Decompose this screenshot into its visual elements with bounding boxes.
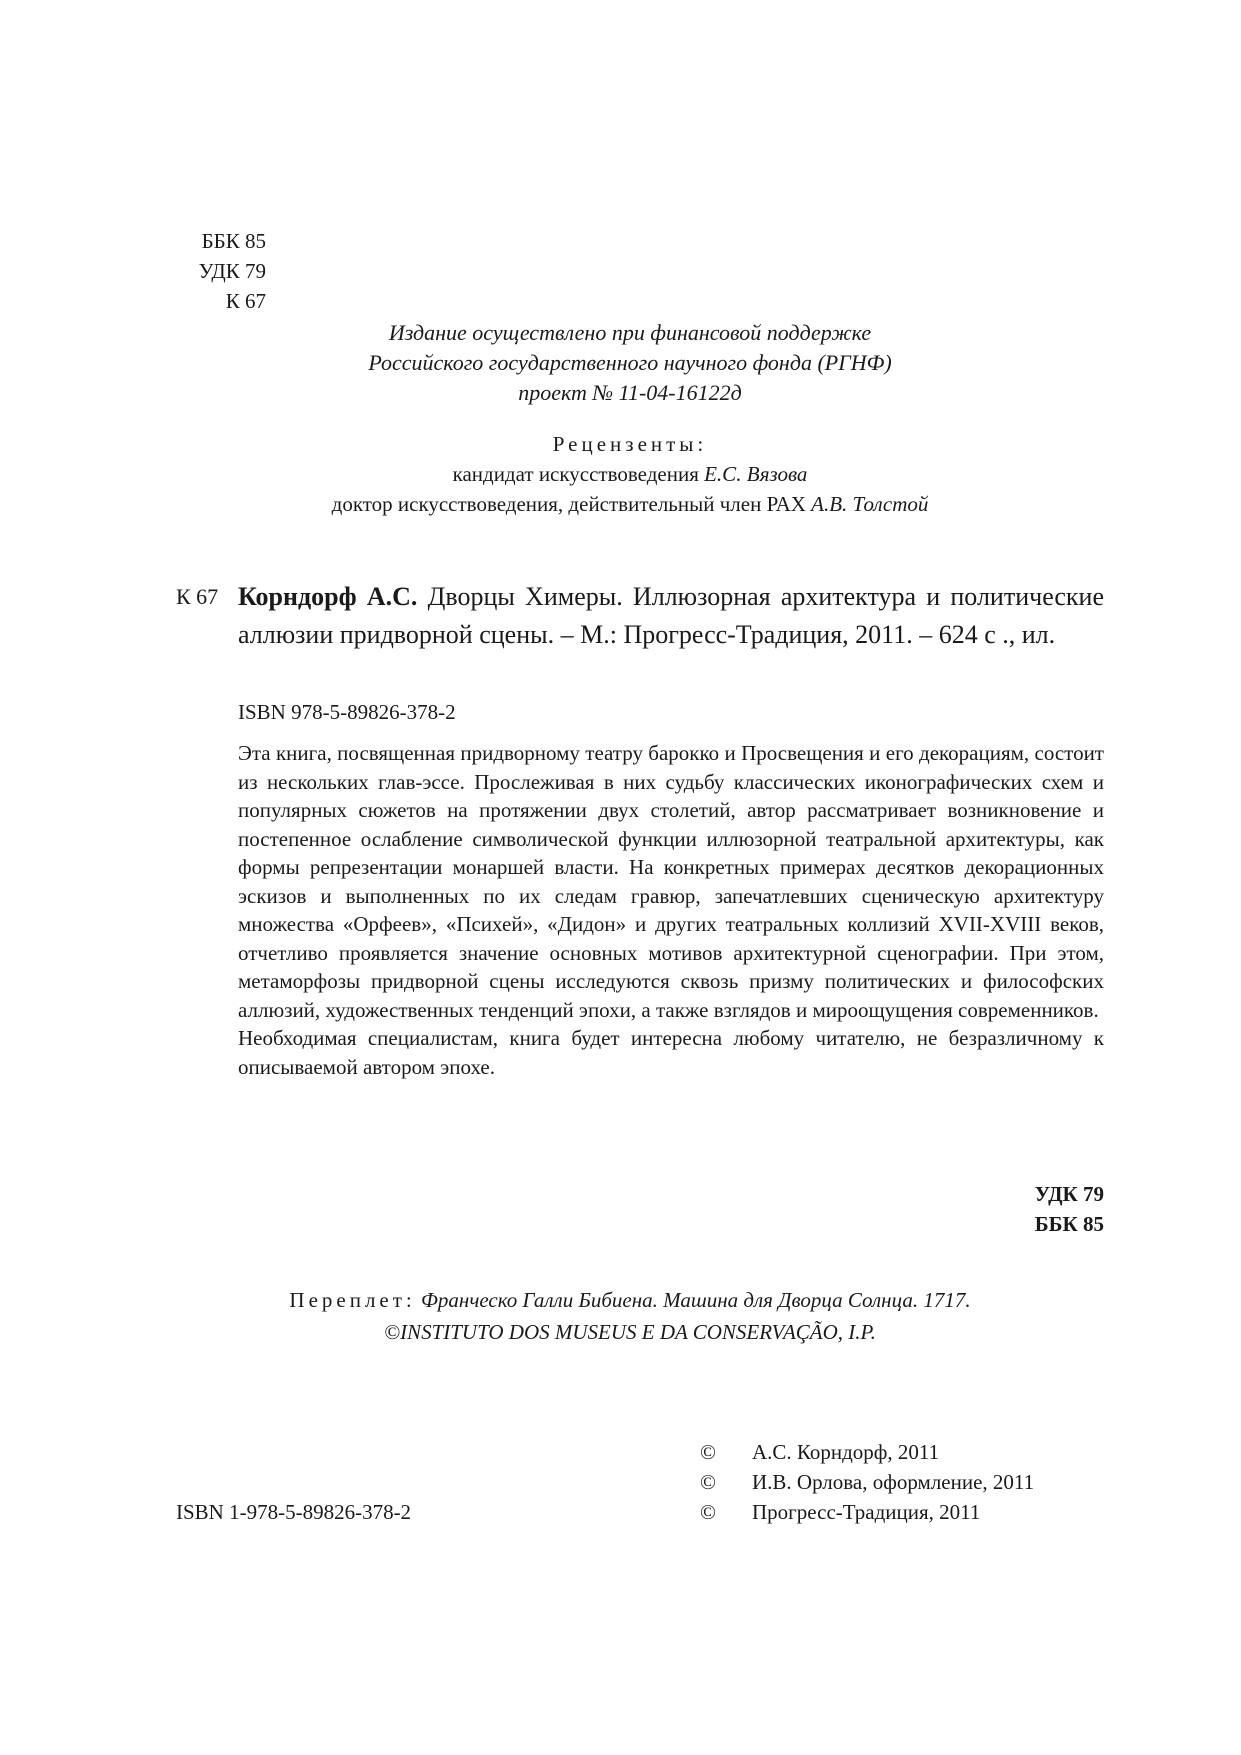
index-bbk: ББК 85 <box>1034 1212 1104 1236</box>
record-author: Корндорф А.С. <box>238 582 418 611</box>
reviewer-1-name: Е.С. Вязова <box>704 462 808 486</box>
reviewer-1 <box>230 459 1030 489</box>
record-description: Дворцы Химеры. Иллюзорная архитектура и политические аллюзии придворной сцены. – М.: Прогресс-Традиция, 2011. – 624 с ., ил. <box>238 582 1105 649</box>
reviewer-2-title: доктор искусствоведения, действительный член РАХ <box>331 492 806 516</box>
copyright-text: А.С. Корндорф, 2011 <box>752 1440 940 1464</box>
reviewer-1-title: кандидат искусствоведения <box>452 462 699 486</box>
reviewers-block <box>230 429 1030 519</box>
author-mark: К 67 <box>225 289 266 313</box>
reviewer-2-name: А.В. Толстой <box>811 492 929 516</box>
index-codes <box>900 1179 1104 1239</box>
isbn-bottom: ISBN 1-978-5-89826-378-2 <box>176 1500 412 1524</box>
funding-line-1: Издание осуществлено при финансовой поддержке <box>388 320 872 345</box>
cover-line-1 <box>180 1284 1080 1316</box>
copyright-block <box>700 1437 1120 1527</box>
abstract-block <box>238 739 1104 1081</box>
record-isbn: ISBN 978-5-89826-378-2 <box>238 700 456 724</box>
copyright-icon: © <box>700 1500 716 1524</box>
classification-block <box>176 226 266 316</box>
funding-note <box>230 318 1030 408</box>
copyright-text: Прогресс-Традиция, 2011 <box>752 1500 981 1524</box>
reviewer-2 <box>230 489 1030 519</box>
cover-credit <box>180 1284 1080 1348</box>
reviewers-heading: Рецензенты: <box>552 432 708 456</box>
udk-code: УДК 79 <box>198 259 266 283</box>
copyright-icon: © <box>700 1440 716 1464</box>
cover-credit-line: ©INSTITUTO DOS MUSEUS E DA CONSERVAÇÃO, I.P. <box>384 1320 876 1344</box>
abstract-paragraph-1: Эта книга, посвященная придворному театру барокко и Просвещения и его декорациям, состоит из нескольких глав-эссе. Прослеживая в них судьбу классических иконографических схем и популярных сюжетов на протяжении двух столетий, автор рассматривает возникновение и постепенное ослабление символической функции иллюзорной театральной архитектуры, как формы репрезентации монаршей власти. На конкретных примерах десятков декорационных эскизов и выполненных по их следам гравюр, запечатлевших сценическую архитектуру множества «Орфеев», «Психей», «Дидон» и других театральных коллизий XVII-XVIII веков, отчетливо проявляется значение основных мотивов архитектурной сценографии. При этом, метаморфозы придворной сцены исследуются сквозь призму политических и философских аллюзий, художественных тенденций эпохи, а также взглядов и мироощущения современников. <box>238 741 1104 1022</box>
cover-label: Переплет: <box>289 1288 416 1312</box>
bbk-code: ББК 85 <box>201 229 266 253</box>
index-udk: УДК 79 <box>1034 1182 1104 1206</box>
cover-description: Франческо Галли Бибиена. Машина для Дворца Солнца. 1717. <box>421 1288 971 1312</box>
copyright-row <box>700 1437 1120 1467</box>
record-code: К 67 <box>176 584 219 609</box>
funding-line-2: Российского государственного научного фонда (РГНФ) <box>368 350 892 375</box>
copyright-row <box>700 1467 1120 1497</box>
funding-line-3: проект № 11-04-16122д <box>518 380 742 405</box>
abstract-paragraph-2: Необходимая специалистам, книга будет интересна любому читателю, не безразличному к описываемой автором эпохе. <box>238 1026 1104 1079</box>
copyright-text: И.В. Орлова, оформление, 2011 <box>752 1470 1035 1494</box>
copyright-icon: © <box>700 1470 716 1494</box>
bibliographic-record <box>238 578 1104 654</box>
copyright-row <box>700 1497 1120 1527</box>
